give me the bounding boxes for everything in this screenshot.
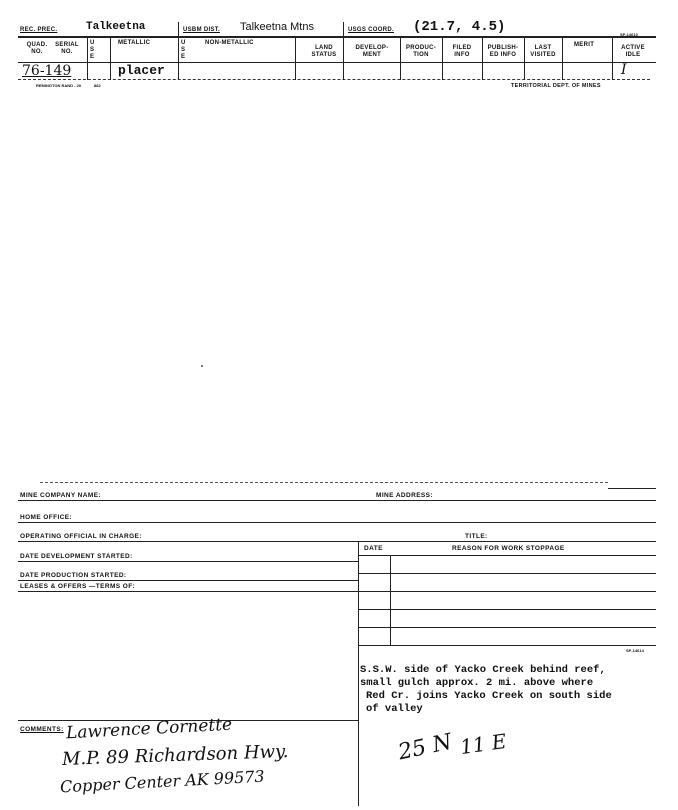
usbm-dist-value: Talkeetna Mtns (240, 21, 314, 33)
printer-imprint: REMINGTON RAND - 20 (36, 83, 82, 88)
stoppage-date-header: DATE (364, 545, 383, 552)
quad-serial-value: 76-149 (22, 63, 72, 79)
col-metallic: METALLIC (118, 40, 151, 46)
col-active-idle: ACTIVE IDLE (621, 45, 645, 58)
stray-mark (201, 365, 203, 367)
mine-address-label: MINE ADDRESS: (376, 492, 433, 499)
comment-line-1: Lawrence Cornette (65, 714, 233, 744)
title-label: TITLE: (465, 533, 488, 540)
stoppage-reason-header: REASON FOR WORK STOPPAGE (452, 545, 565, 552)
col-use-2: U S E (181, 40, 186, 60)
comment-line-2: M.P. 89 Richardson Hwy. (61, 741, 289, 770)
usgs-coord-value: (21.7, 4.5) (413, 19, 506, 35)
col-filed-info: FILED INFO (452, 45, 472, 58)
col-published-info: PUBLISH-ED INFO (487, 45, 519, 58)
comments-label: COMMENTS: (20, 726, 64, 733)
active-idle-mark: I (621, 62, 627, 78)
range: 11 E (458, 728, 508, 760)
col-last-visited: LAST VISITED (530, 45, 556, 58)
form-number: SP-14610 (620, 32, 638, 37)
home-office-label: HOME OFFICE: (20, 514, 73, 521)
location-note-line-4: of valley (366, 703, 423, 715)
date-dev-started-label: DATE DEVELOPMENT STARTED: (20, 553, 133, 560)
location-note-line-3: Red Cr. joins Yacko Creek on south side (366, 690, 612, 702)
metallic-value: placer (118, 63, 165, 78)
location-note-line-2: small gulch approx. 2 mi. above where (360, 677, 594, 689)
col-use-1: U S E (90, 40, 95, 60)
operating-official-label: OPERATING OFFICIAL IN CHARGE: (20, 533, 142, 540)
usgs-coord-label: USGS COORD. (348, 27, 394, 33)
leases-label: LEASES & OFFERS —TERMS OF: (20, 583, 136, 590)
col-production: PRODUC-TION (405, 45, 437, 58)
col-development: DEVELOP-MENT (355, 45, 389, 58)
rec-prec-label: REC. PREC. (20, 27, 58, 33)
mine-company-name-label: MINE COMPANY NAME: (20, 492, 101, 499)
comment-line-3: Copper Center AK 99573 (59, 766, 266, 797)
township: 25 N (395, 729, 455, 766)
col-quad: QUAD. NO. (26, 42, 48, 55)
date-prod-started-label: DATE PRODUCTION STARTED: (20, 572, 127, 579)
col-non-metallic: NON-METALLIC (205, 40, 254, 46)
col-land-status: LAND STATUS (311, 45, 337, 58)
location-note-line-1: S.S.W. side of Yacko Creek behind reef, (360, 664, 606, 676)
col-merit: MERIT (574, 42, 595, 48)
printer-code: 882 (94, 83, 101, 88)
col-serial: SERIAL NO. (55, 42, 79, 55)
rec-prec-value: Talkeetna (86, 21, 146, 33)
location-note (360, 664, 612, 716)
usbm-dist-label: USBM DIST. (183, 27, 221, 33)
department-imprint: TERRITORIAL DEPT. OF MINES (511, 83, 601, 89)
form-number-2: SP-14614 (626, 648, 644, 653)
